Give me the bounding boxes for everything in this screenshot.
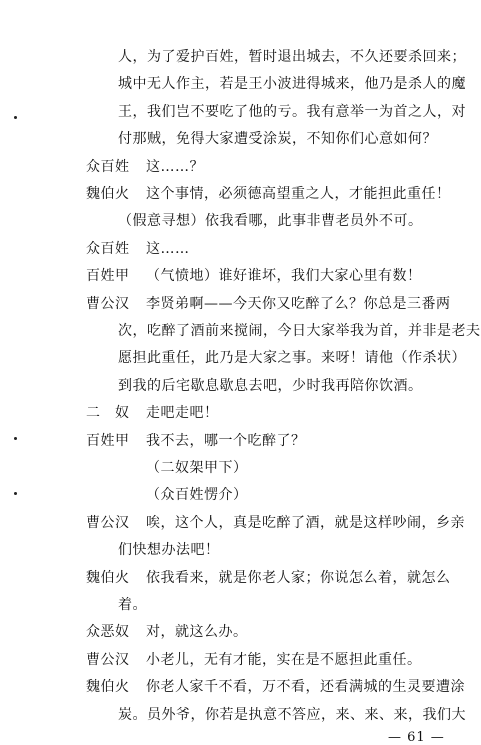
text-line: 炭。员外爷，你若是执意不答应，来、来、来，我们大 — [118, 706, 466, 723]
dialogue-text: 这……？ — [146, 158, 204, 175]
margin-mark — [14, 492, 17, 495]
dialogue-text: 对，就这么办。 — [146, 624, 248, 641]
text-line: （二奴架甲下） — [146, 460, 248, 476]
text-line: 愿担此重任，此乃是大家之事。来呀！请他（作杀状） — [118, 350, 466, 367]
speaker-name: 二 奴 — [86, 405, 130, 422]
dialogue-text: 我不去，哪一个吃醉了？ — [146, 432, 306, 449]
speaker-name: 百姓甲 — [86, 268, 130, 285]
page-number: — 61 — — [388, 730, 445, 745]
dialogue-text: 依我看来，就是你老人家；你说怎么着，就怎么 — [146, 569, 451, 586]
speaker-name: 魏伯火 — [86, 569, 130, 586]
margin-mark — [14, 437, 17, 440]
text-line: 城中无人作主，若是王小波进得城来，他乃是杀人的魔 — [118, 76, 466, 93]
text-line: 人，为了爱护百姓，暂时退出城去，不久还要杀回来； — [118, 49, 466, 65]
dialogue-text: （气愤地）谁好谁坏，我们大家心里有数！ — [146, 268, 422, 285]
dialogue-text: 唉，这个人，真是吃醉了酒，就是这样吵闹，乡亲 — [146, 514, 465, 531]
text-line: 次，吃醉了酒前来搅闹，今日大家举我为首，并非是老夫 — [118, 323, 481, 339]
speaker-name: 众百姓 — [86, 240, 130, 257]
speaker-name: 魏伯火 — [86, 186, 130, 202]
text-line: （假意寻想）依我看哪，此事非曹老员外不可。 — [118, 213, 423, 230]
dialogue-text: 这…… — [146, 240, 190, 257]
text-line: 们快想办法吧！ — [118, 542, 220, 559]
text-line: 王，我们岂不要吃了他的亏。我有意举一为首之人，对 — [118, 103, 466, 120]
dialogue-text: 你老人家千不看，万不看，还看满城的生灵要遭涂 — [146, 679, 465, 696]
speaker-name: 魏伯火 — [86, 679, 130, 696]
dialogue-text: 走吧走吧！ — [146, 405, 219, 422]
text-line: （众百姓愣介） — [146, 487, 248, 504]
speaker-name: 曹公汉 — [86, 514, 130, 531]
margin-mark — [14, 116, 17, 119]
dialogue-text: 小老儿，无有才能，实在是不愿担此重任。 — [146, 651, 422, 668]
speaker-name: 众百姓 — [86, 158, 130, 175]
dialogue-text: 李贤弟啊——今天你又吃醉了么？你总是三番两 — [146, 295, 451, 312]
text-line: 着。 — [118, 597, 147, 613]
speaker-name: 曹公汉 — [86, 651, 130, 668]
text-line: 付那贼，免得大家遭受涂炭，不知你们心意如何？ — [118, 131, 437, 148]
text-line: 到我的后宅歇息歇息去吧，少时我再陪你饮酒。 — [118, 377, 423, 394]
dialogue-text: 这个事情，必须德高望重之人，才能担此重任！ — [146, 186, 451, 202]
speaker-name: 百姓甲 — [86, 432, 130, 449]
speaker-name: 曹公汉 — [86, 295, 130, 312]
speaker-name: 众恶奴 — [86, 624, 130, 641]
